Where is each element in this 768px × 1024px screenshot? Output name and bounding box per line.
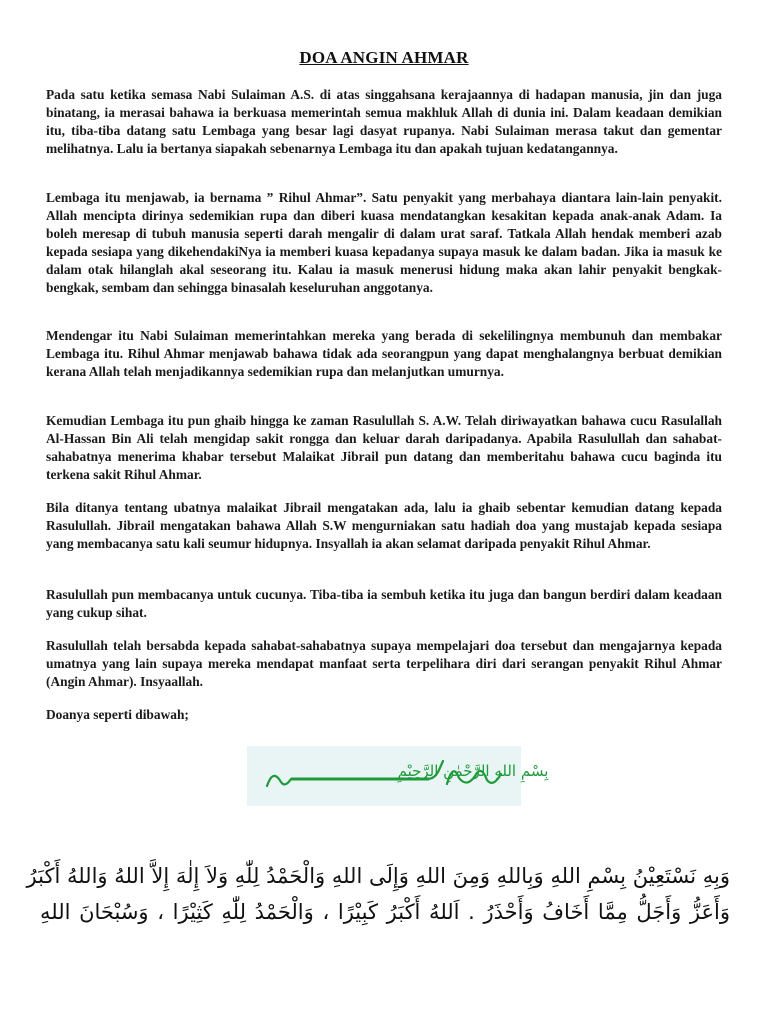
prayer-line-1: وَبِهِ نَسْتَعِيْنُ بِسْمِ اللهِ وَبِاللهِ وَمِنَ اللهِ وَإِلَى اللهِ وَالْحَمْدُ لِلّٰهِ وَلاَ إِلٰهَ إِلاَّ اللهُ وَاللهُ أَكْبَرُ: [26, 864, 730, 888]
prayer-line-2: وَأَعَزُّ وَأَجَلُّ مِمَّا أَخَافُ وَأَحْذَرُ . اَللهُ أَكْبَرُ كَبِيْرًا ، وَالْحَمْدُ لِلّٰهِ كَثِيْرًا ، وَسُبْحَانَ اللهِ: [40, 900, 730, 924]
paragraph-5: Bila ditanya tentang ubatnya malaikat Jibrail mengatakan ada, lalu ia ghaib sebentar kemudian datang kepada Rasulullah. Jibrail mengatakan bahawa Allah S.W mengurniakan satu hadiah doa yang mustajab kepada sesiapa yang membacanya satu kali seumur hidupnya. Insyallah ia akan selamat daripada penyakit Rihul Ahmar.: [46, 500, 722, 552]
paragraph-6: Rasulullah pun membacanya untuk cucunya. Tiba-tiba ia sembuh ketika itu juga dan bangun berdiri dalam keadaan yang cukup sihat.: [46, 587, 722, 621]
prayer-arabic-text: [26, 858, 730, 930]
document-title: DOA ANGIN AHMAR: [299, 48, 469, 67]
paragraph-7: Rasulullah telah bersabda kepada sahabat-sahabatnya supaya mempelajari doa tersebut dan mengajarnya kepada umatnya yang lain supaya mereka mendapat manfaat serta terpelihara diri dari serangan penyakit Rihul Ahmar (Angin Ahmar). Insyaallah.: [46, 638, 722, 690]
paragraph-4: Kemudian Lembaga itu pun ghaib hingga ke zaman Rasulullah S. A.W. Telah diriwayatkan bahawa cucu Rasulallah Al-Hassan Bin Ali telah mengidap sakit rongga dan keluar darah daripadanya. Apabila Rasulullah dan sahabat-sahabatnya menerima khabar tersebut Malaikat Jibrail pun datang dan memberitahu bahawa cucu baginda itu terkena sakit Rihul Ahmar.: [46, 413, 722, 483]
prayer-intro-line: Doanya seperti dibawah;: [46, 707, 189, 722]
paragraph-3: Mendengar itu Nabi Sulaiman memerintahkan mereka yang berada di sekelilingnya membunuh dan membakar Lembaga itu. Rihul Ahmar menjawab bahawa tidak ada seorangpun yang dapat menghalangnya berbuat demikian kerana Allah telah menjadikannya sedemikian rupa dan melanjutkan umurnya.: [46, 328, 722, 380]
basmalah-calligraphy-image: [247, 746, 549, 806]
basmalah-text: بِسْمِ اللهِ الرَّحْمٰنِ الرَّحِيْمِ: [397, 762, 549, 780]
paragraph-1: Pada satu ketika semasa Nabi Sulaiman A.S. di atas singgahsana kerajaannya di hadapan manusia, jin dan juga binatang, ia merasai bahawa ia berkuasa memerintah semua makhluk Allah di dunia ini. Dalam keadaan demikian itu, tiba-tiba datang satu Lembaga yang besar lagi dasyat rupanya. Nabi Sulaiman merasa takut dan gementar melihatnya. Lalu ia bertanya siapakah sebenarnya Lembaga itu dan apakah tujuan kedatangannya.: [46, 87, 722, 157]
paragraph-2: Lembaga itu menjawab, ia bernama ” Rihul Ahmar”. Satu penyakit yang merbahaya diantara lain-lain penyakit. Allah mencipta dirinya sedemikian rupa dan diberi kuasa mendatangkan kesakitan kepada anak-anak Adam. Ia boleh meresap di tubuh manusia seperti darah mengalir di dalam urat saraf. Tatkala Allah hendak memberi azab kepada sesiapa yang dikehendakiNya ia memberi kuasa kepadanya supaya masuk ke dalam badan. Jika ia masuk ke dalam otak hilanglah akal seseorang itu. Kalau ia masuk menerusi hidung maka akan lahir penyakit bengkak-bengkak, sembam dan sehingga binasalah keseluruhan anggotanya.: [46, 190, 722, 296]
basmalah-calligraphy-art: [247, 746, 549, 806]
